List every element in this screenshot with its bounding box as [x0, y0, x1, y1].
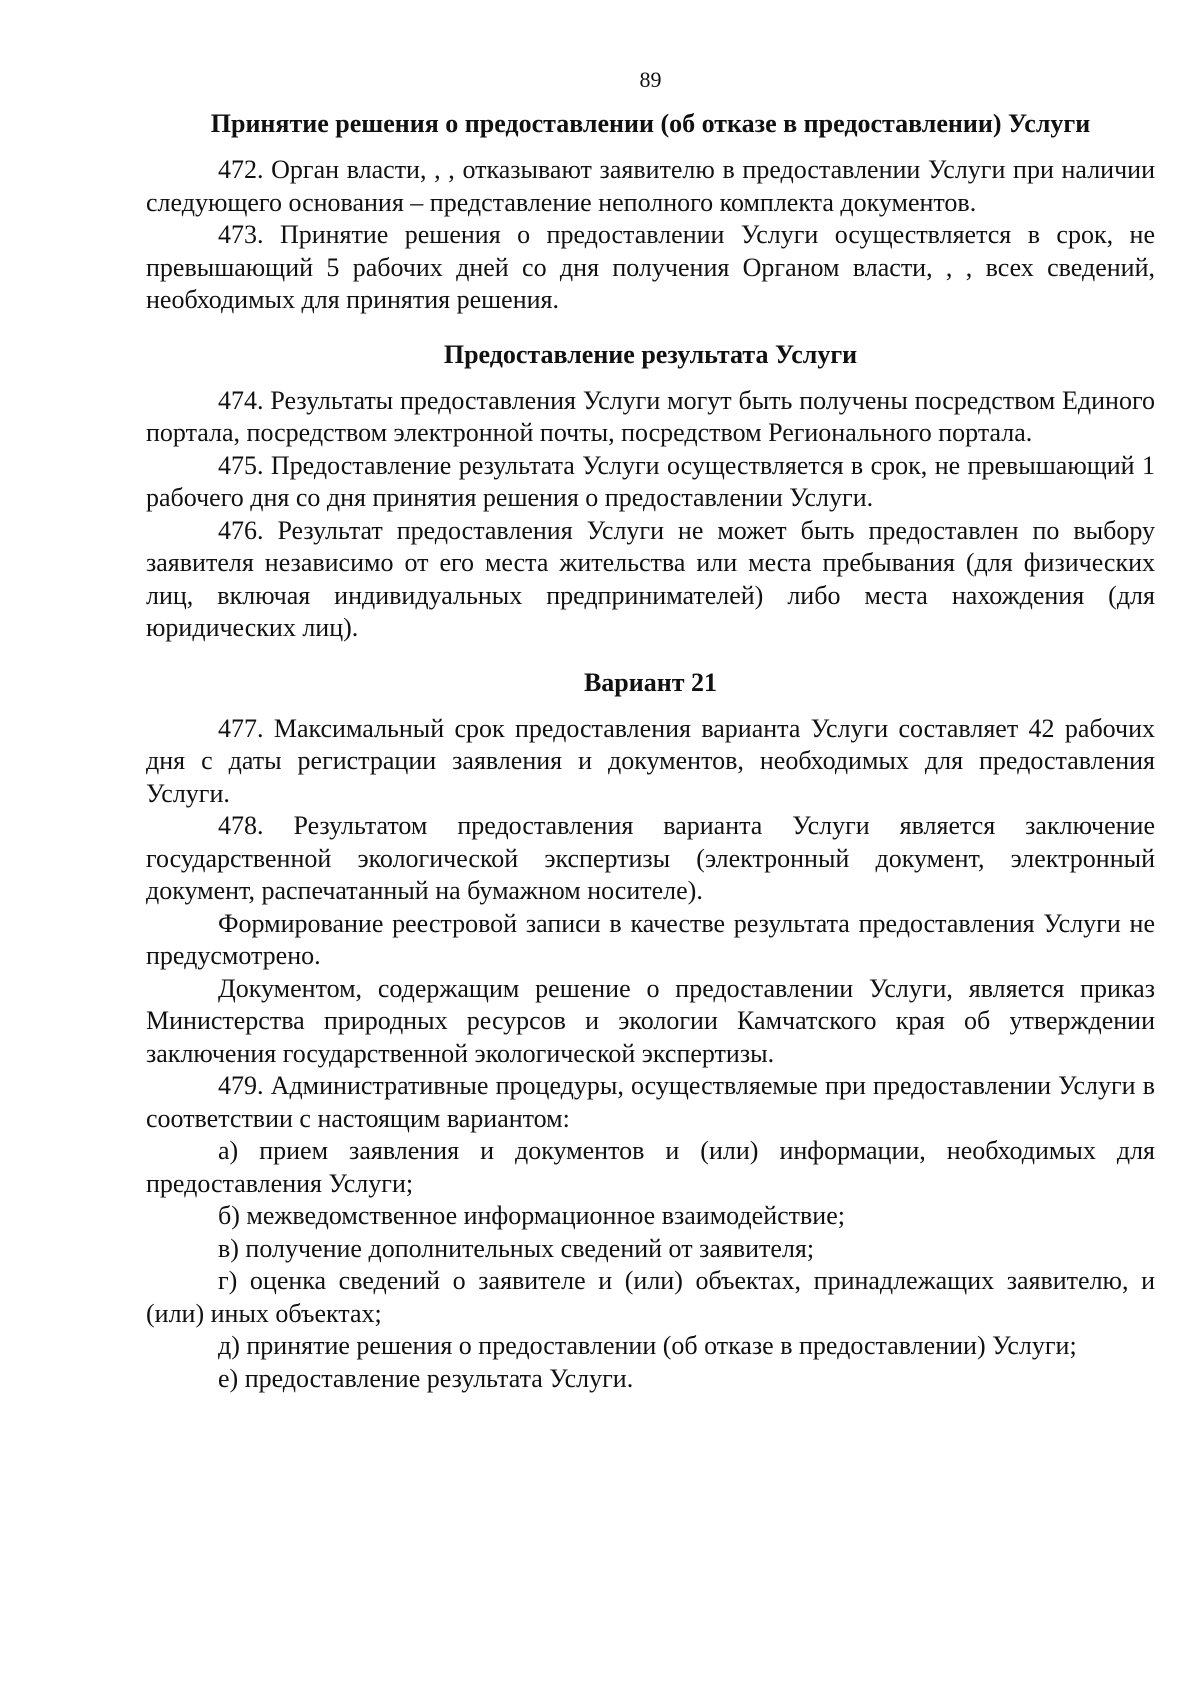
list-item-g: г) оценка сведений о заявителе и (или) объектах, принадлежащих заявителю, и (или) иных объектах;: [146, 1266, 1155, 1328]
list-item-b: б) межведомственное информационное взаимодействие;: [218, 1201, 845, 1230]
page-number: 89: [639, 67, 662, 92]
section-heading-variant-21: Вариант 21: [583, 667, 718, 697]
list-item-e: е) предоставление результата Услуги.: [218, 1363, 634, 1393]
paragraph-477: 477. Максимальный срок предоставления варианта Услуги составляет 42 рабочих дня с даты регистрации заявления и документов, необходимых для предоставления Услуги.: [146, 713, 1155, 808]
paragraph-475: 475. Предоставление результата Услуги осуществляется в срок, не превышающий 1 рабочего дня со дня принятия решения о предоставлении Услуги.: [146, 450, 1155, 512]
document-page: [146, 66, 1155, 1395]
paragraph-476: 476. Результат предоставления Услуги не может быть предоставлен по выбору заявителя независимо от его места жительства или места пребывания (для физических лиц, включая индивидуальных предпринимателей) либо места нахождения (для юридических лиц).: [146, 515, 1155, 642]
list-item-v: в) получение дополнительных сведений от заявителя;: [218, 1233, 815, 1263]
paragraph-decision-document: Документом, содержащим решение о предоставлении Услуги, является приказ Министерства природных ресурсов и экологии Камчатского края об утверждении заключения государственной экологической экспертизы.: [146, 973, 1155, 1068]
paragraph-473: 473. Принятие решения о предоставлении Услуги осуществляется в срок, не превышающий 5 рабочих дней со дня получения Органом власти, , , всех сведений, необходимых для принятия решения.: [146, 220, 1155, 314]
paragraph-478: 478. Результатом предоставления варианта Услуги является заключение государственной экологической экспертизы (электронный документ, электронный документ, распечатанный на бумажном носителе).: [146, 811, 1155, 905]
list-item-a: а) прием заявления и документов и (или) информации, необходимых для предоставления Услуги;: [146, 1136, 1155, 1198]
paragraph-472: 472. Орган власти, , , отказывают заявителю в предоставлении Услуги при наличии следующего основания – представление неполного комплекта документов.: [146, 155, 1155, 217]
list-item-d: д) принятие решения о предоставлении (об отказе в предоставлении) Услуги;: [218, 1331, 1077, 1360]
paragraph-479: 479. Административные процедуры, осуществляемые при предоставлении Услуги в соответствии с настоящим вариантом:: [146, 1071, 1155, 1133]
section-heading-result: Предоставление результата Услуги: [443, 339, 858, 369]
paragraph-474: 474. Результаты предоставления Услуги могут быть получены посредством Единого портала, посредством электронной почты, посредством Регионального портала.: [146, 385, 1155, 447]
section-heading-decision: Принятие решения о предоставлении (об отказе в предоставлении) Услуги: [210, 109, 1091, 138]
paragraph-registry-note: Формирование реестровой записи в качестве результата предоставления Услуги не предусмотрено.: [146, 908, 1155, 970]
